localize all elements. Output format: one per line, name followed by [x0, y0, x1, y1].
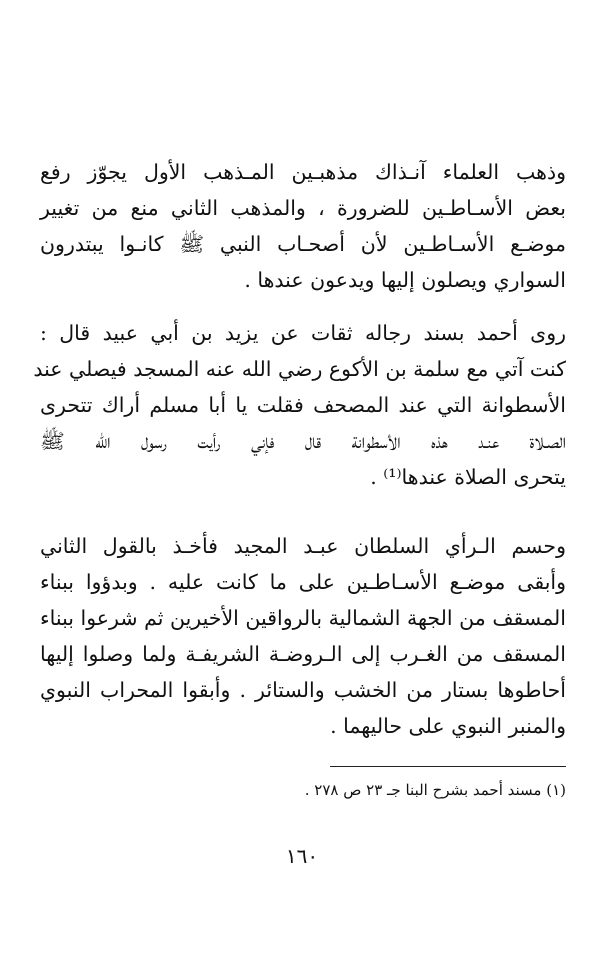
text-line: وذهب العلماء آنـذاك مذهبـين المـذهب الأول يجوّز رفع	[40, 160, 566, 184]
footnote-divider	[330, 766, 566, 767]
text-line: الأسطوانة التي عند المصحف فقلت يا أبا مسلم أراك تتحرى	[40, 393, 566, 417]
text-line: المسقف من الجهة الشمالية بالرواقين الأخيرين ثم شرعوا ببناء	[40, 606, 566, 630]
text-line: الصـلاة عنـد هذه الأسطوانة قال فإني رأيت رسول الله ﷺ	[40, 429, 566, 453]
text-line: بعض الأسـاطـين للضرورة ، والمذهب الثاني منع من تغيير	[40, 196, 566, 220]
text-line: أحاطوها بستار من الخشب والستائر . وأبقوا المحراب النبوي	[40, 678, 566, 702]
text-line: موضـع الأسـاطـين لأن أصحـاب النبي ﷺ كانـوا يبتدرون	[40, 232, 566, 256]
text-line: والمنبر النبوي على حاليهما .	[330, 714, 566, 738]
text-line: المسقف من الغـرب إلى الـروضـة الشريفـة ولما وصلوا إليها	[40, 642, 566, 666]
text-line: وأبقى موضـع الأسـاطـين على ما كانت عليه . وبدؤوا ببناء	[40, 570, 566, 594]
paragraph-2	[33, 315, 566, 495]
text-line: روى أحمد بسند رجاله ثقات عن يزيد بن أبي عبيد قال :	[40, 321, 566, 345]
footnote: (١) مسند أحمد بشرح البنا جـ ٢٣ ص ٢٧٨ .	[304, 781, 566, 799]
page-number: ١٦٠	[285, 844, 319, 868]
paragraph-1	[40, 154, 566, 298]
text-line: السواري ويصلون إليها ويدعون عندها .	[244, 268, 566, 292]
text-line: كنت آتي مع سلمة بن الأكوع رضي الله عنه المسجد فيصلي عند	[33, 357, 566, 381]
text-line: يتحرى الصلاة عندها⁽¹⁾ .	[370, 465, 566, 489]
paragraph-3	[40, 528, 566, 744]
text-line: وحسم الـرأي السلطان عبـد المجيد فأخـذ بالقول الثاني	[40, 534, 566, 558]
